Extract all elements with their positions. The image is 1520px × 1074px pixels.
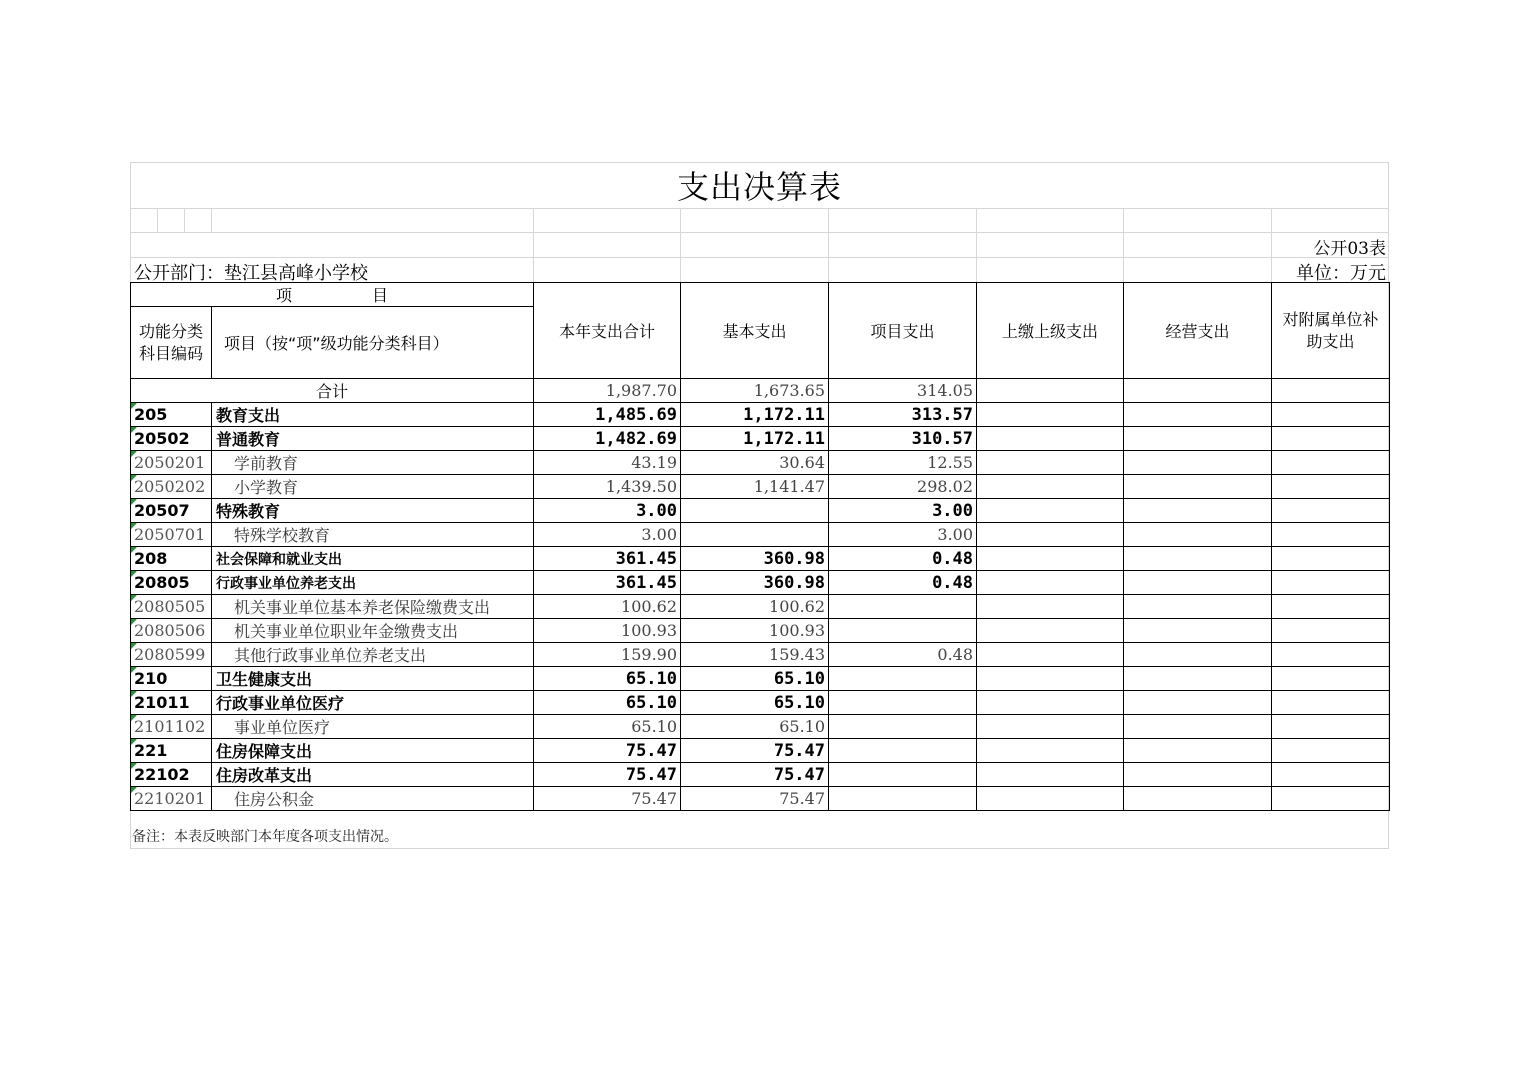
empty-cell [1272,739,1390,763]
code-cell: 2101102 [131,715,212,739]
grid-line [533,208,534,282]
expenditure-table [130,282,1390,811]
name-cell: 社会保障和就业支出 [212,547,534,571]
empty-cell [977,451,1124,475]
total-cell: 3.00 [534,499,681,523]
basic-cell: 65.10 [681,715,829,739]
grid-line [211,208,212,232]
table-row [131,715,1390,739]
table-row [131,739,1390,763]
total-cell: 65.10 [534,667,681,691]
code-cell: 20805 [131,571,212,595]
footnote: 备注：本表反映部门本年度各项支出情况。 [132,829,398,845]
header-code: 功能分类科目编码 [131,307,212,379]
grid-line [1271,208,1272,282]
header-item-name: 项目（按“项”级功能分类科目） [212,307,534,379]
project-cell [829,667,977,691]
name-cell: 教育支出 [212,403,534,427]
name-cell: 住房保障支出 [212,739,534,763]
empty-cell [977,739,1124,763]
table-row [131,667,1390,691]
empty-cell [1124,787,1272,811]
empty-cell [1272,403,1390,427]
empty-cell [1272,499,1390,523]
name-cell: 学前教育 [212,451,534,475]
total-cell: 1,439.50 [534,475,681,499]
table-row [131,619,1390,643]
basic-cell: 1,141.47 [681,475,829,499]
blank-row [130,208,1389,233]
project-cell: 313.57 [829,403,977,427]
header-business: 经营支出 [1124,283,1272,379]
total-cell: 43.19 [534,451,681,475]
name-cell: 事业单位医疗 [212,715,534,739]
empty-cell [977,763,1124,787]
empty-cell [977,475,1124,499]
empty-cell [977,547,1124,571]
empty-cell [977,499,1124,523]
empty-cell [1124,547,1272,571]
empty-cell [1272,619,1390,643]
basic-cell: 1,673.65 [681,379,829,403]
name-cell: 普通教育 [212,427,534,451]
code-cell: 221 [131,739,212,763]
name-cell: 机关事业单位职业年金缴费支出 [212,619,534,643]
project-cell: 298.02 [829,475,977,499]
basic-cell [681,523,829,547]
project-cell: 3.00 [829,499,977,523]
total-cell: 100.93 [534,619,681,643]
empty-cell [977,715,1124,739]
total-cell: 100.62 [534,595,681,619]
project-cell [829,763,977,787]
table-row [131,571,1390,595]
table-row [131,427,1390,451]
code-cell: 210 [131,667,212,691]
total-cell: 361.45 [534,547,681,571]
basic-cell: 1,172.11 [681,403,829,427]
code-cell: 2080505 [131,595,212,619]
unit-label: 单位：万元 [1296,263,1386,284]
total-row [131,379,1390,403]
project-cell [829,715,977,739]
table-row [131,691,1390,715]
empty-cell [1124,571,1272,595]
empty-cell [977,379,1124,403]
code-cell: 20507 [131,499,212,523]
empty-cell [1272,427,1390,451]
empty-cell [1124,643,1272,667]
empty-cell [1272,451,1390,475]
code-cell: 208 [131,547,212,571]
project-cell: 3.00 [829,523,977,547]
total-cell: 361.45 [534,571,681,595]
project-cell: 314.05 [829,379,977,403]
total-cell: 75.47 [534,739,681,763]
code-cell: 2050701 [131,523,212,547]
grid-line [157,208,158,232]
empty-cell [977,643,1124,667]
code-cell: 22102 [131,763,212,787]
basic-cell: 360.98 [681,571,829,595]
code-cell: 2050202 [131,475,212,499]
empty-cell [1272,475,1390,499]
table-row [131,547,1390,571]
empty-cell [977,691,1124,715]
empty-cell [1272,547,1390,571]
total-cell: 1,482.69 [534,427,681,451]
empty-cell [1124,619,1272,643]
table-row [131,595,1390,619]
empty-cell [977,523,1124,547]
empty-cell [1124,667,1272,691]
blank-row [130,232,1389,257]
empty-cell [1272,595,1390,619]
empty-cell [977,595,1124,619]
project-cell: 0.48 [829,547,977,571]
project-cell: 0.48 [829,643,977,667]
grid-line [828,208,829,282]
empty-cell [977,427,1124,451]
name-cell: 行政事业单位养老支出 [212,571,534,595]
total-label: 合计 [131,379,534,403]
header-project: 项目支出 [829,283,977,379]
basic-cell: 65.10 [681,667,829,691]
empty-cell [1124,427,1272,451]
empty-cell [1272,763,1390,787]
total-cell: 75.47 [534,787,681,811]
name-cell: 其他行政事业单位养老支出 [212,643,534,667]
total-cell: 65.10 [534,691,681,715]
basic-cell: 100.62 [681,595,829,619]
name-cell: 小学教育 [212,475,534,499]
header-total: 本年支出合计 [534,283,681,379]
empty-cell [977,787,1124,811]
header-item-group: 项 目 [131,283,534,307]
grid-line [976,208,977,282]
basic-cell: 159.43 [681,643,829,667]
form-number: 公开03表 [1313,239,1386,259]
code-cell: 20502 [131,427,212,451]
grid-line [184,208,185,232]
total-cell: 75.47 [534,763,681,787]
header-basic: 基本支出 [681,283,829,379]
name-cell: 行政事业单位医疗 [212,691,534,715]
table-row [131,451,1390,475]
basic-cell: 75.47 [681,739,829,763]
project-cell [829,595,977,619]
name-cell: 住房公积金 [212,787,534,811]
empty-cell [1272,715,1390,739]
project-cell [829,739,977,763]
total-cell: 159.90 [534,643,681,667]
empty-cell [977,571,1124,595]
total-cell: 1,987.70 [534,379,681,403]
table-row [131,475,1390,499]
project-cell: 310.57 [829,427,977,451]
code-cell: 2210201 [131,787,212,811]
basic-cell: 30.64 [681,451,829,475]
empty-cell [1124,595,1272,619]
empty-cell [1124,379,1272,403]
project-cell [829,619,977,643]
spreadsheet-page [130,162,1389,849]
table-row [131,499,1390,523]
table-row [131,643,1390,667]
basic-cell: 1,172.11 [681,427,829,451]
total-cell: 1,485.69 [534,403,681,427]
code-cell: 21011 [131,691,212,715]
code-cell: 2080506 [131,619,212,643]
project-cell: 0.48 [829,571,977,595]
grid-line [680,208,681,282]
table-row [131,523,1390,547]
basic-cell: 75.47 [681,787,829,811]
code-cell: 2050201 [131,451,212,475]
basic-cell [681,499,829,523]
name-cell: 住房改革支出 [212,763,534,787]
empty-cell [1124,691,1272,715]
total-cell: 3.00 [534,523,681,547]
table-row [131,763,1390,787]
code-cell: 2080599 [131,643,212,667]
empty-cell [1124,763,1272,787]
basic-cell: 75.47 [681,763,829,787]
empty-cell [1272,691,1390,715]
name-cell: 特殊教育 [212,499,534,523]
project-cell [829,691,977,715]
name-cell: 机关事业单位基本养老保险缴费支出 [212,595,534,619]
total-cell: 65.10 [534,715,681,739]
empty-cell [1272,667,1390,691]
page-title: 支出决算表 [676,168,842,206]
empty-cell [1124,403,1272,427]
empty-cell [1124,523,1272,547]
empty-cell [1124,739,1272,763]
project-cell: 12.55 [829,451,977,475]
code-cell: 205 [131,403,212,427]
basic-cell: 100.93 [681,619,829,643]
project-cell [829,787,977,811]
empty-cell [977,667,1124,691]
name-cell: 特殊学校教育 [212,523,534,547]
header-subsidy: 对附属单位补助支出 [1272,283,1390,379]
empty-cell [1124,499,1272,523]
department-label: 公开部门：垫江县高峰小学校 [134,263,368,284]
empty-cell [1124,715,1272,739]
empty-cell [1124,451,1272,475]
empty-cell [1272,571,1390,595]
empty-cell [1272,643,1390,667]
basic-cell: 360.98 [681,547,829,571]
empty-cell [1124,475,1272,499]
empty-cell [1272,787,1390,811]
table-row [131,787,1390,811]
empty-cell [977,619,1124,643]
empty-cell [1272,523,1390,547]
empty-cell [977,403,1124,427]
header-upper: 上缴上级支出 [977,283,1124,379]
table-row [131,403,1390,427]
empty-cell [1272,379,1390,403]
basic-cell: 65.10 [681,691,829,715]
grid-line [1123,208,1124,282]
name-cell: 卫生健康支出 [212,667,534,691]
